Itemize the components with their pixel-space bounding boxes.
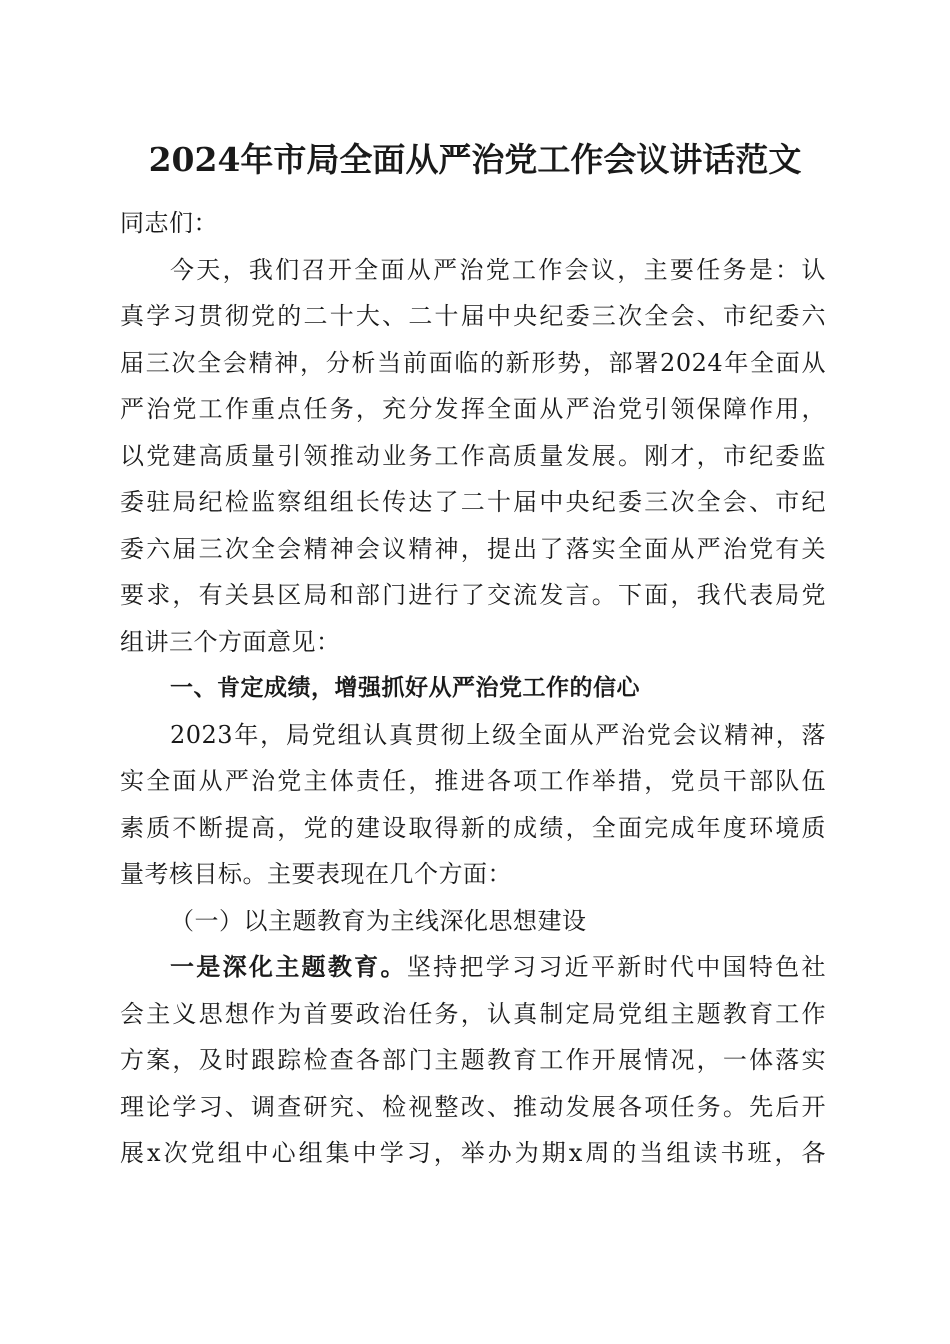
text-line: 量考核目标。主要表现在几个方面： [120,860,512,888]
text-line: 理论学习、调查研究、检视整改、推动发展各项任务。先后开 [120,1092,826,1121]
text-line: 要求，有关县区局和部门进行了交流发言。下面，我代表局党 [120,581,826,609]
text-line: 组讲三个方面意见： [120,627,341,656]
text-line: 今天，我们召开全面从严治党工作会议，主要任务是：认 [170,255,826,284]
text-line: 实全面从严治党主体责任，推进各项工作举措，党员干部队伍 [120,767,826,795]
text-line [120,944,826,991]
text-line: 以党建高质量引领推动业务工作高质量发展。刚才，市纪委监 [120,441,826,470]
text-line: 会主义思想作为首要政治任务，认真制定局党组主题教育工作 [120,999,826,1028]
text-line: 严治党工作重点任务，充分发挥全面从严治党引领保障作用， [120,395,826,423]
text-line: 真学习贯彻党的二十大、二十届中央纪委三次全会、市纪委六 [120,302,826,330]
lead-phrase: 一是深化主题教育。 [170,952,407,981]
text-line: 2023年，局党组认真贯彻上级全面从严治党会议精神，落 [170,720,826,749]
text-line: 委驻局纪检监察组组长传达了二十届中央纪委三次全会、市纪 [120,488,826,516]
salutation: 同志们： [120,209,218,237]
section-heading: 一、肯定成绩，增强抓好从严治党工作的信心 [170,675,640,701]
text-segment: 坚持把学习习近平新时代中国特色社 [406,953,826,981]
subsection-heading: （一）以主题教育为主线深化思想建设 [170,906,587,935]
document-body [120,200,826,1177]
paragraph-intro [120,247,826,666]
text-line: 方案，及时跟踪检查各部门主题教育工作开展情况，一体落实 [120,1046,826,1074]
text-line: 委六届三次全会精神会议精神，提出了落实全面从严治党有关 [120,534,826,563]
text-line: 素质不断提高，党的建设取得新的成绩，全面完成年度环境质 [120,813,826,842]
paragraph-achievements [120,712,826,898]
text-line: 展x次党组中心组集中学习，举办为期x周的当组读书班，各 [120,1139,826,1167]
text-line: 届三次全会精神，分析当前面临的新形势，部署2024年全面从 [120,348,826,377]
paragraph-theme-education [120,944,826,1177]
document-title: 2024年市局全面从严治党工作会议讲话范文 [148,140,802,179]
